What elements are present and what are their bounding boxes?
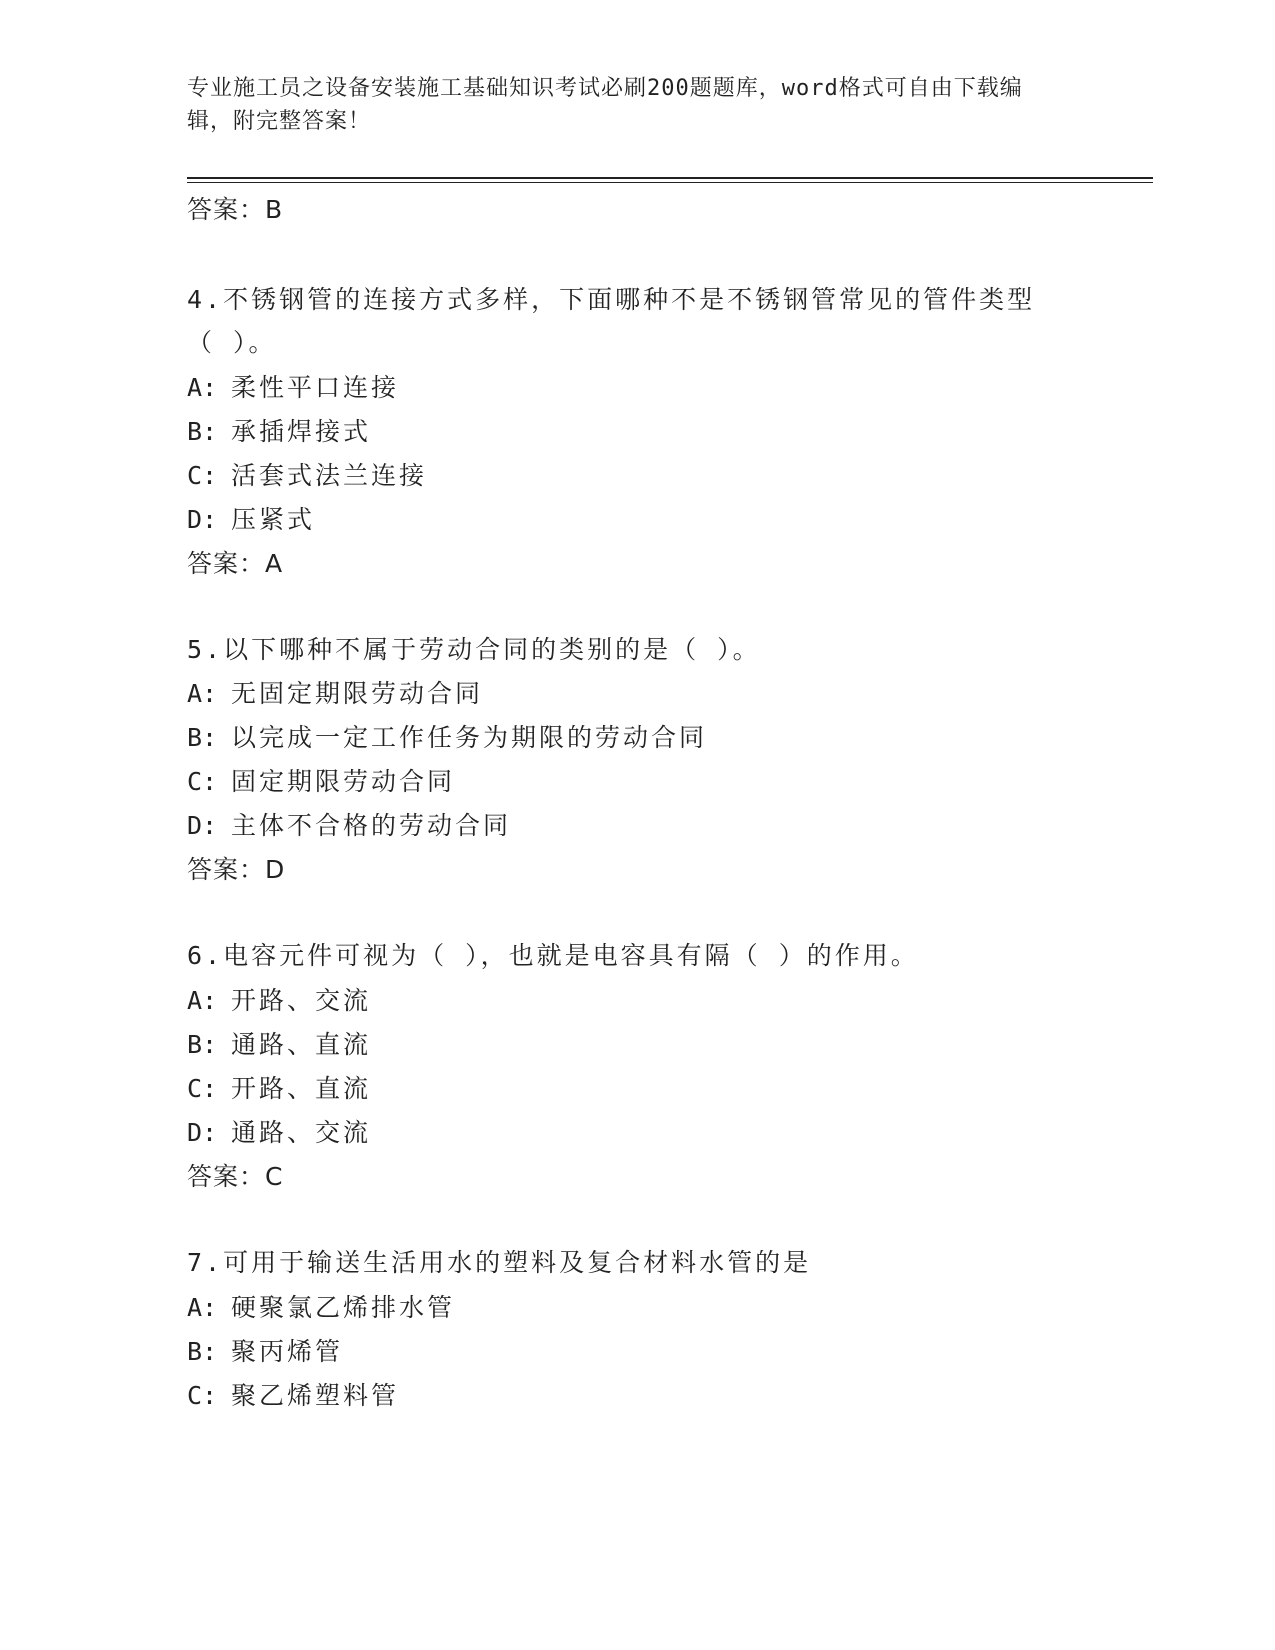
header-rule-thin bbox=[187, 182, 1153, 183]
answer-q5: 答案：D bbox=[187, 855, 286, 884]
option-text: 承插焊接式 bbox=[231, 417, 372, 446]
question-4-stem: 4.不锈钢管的连接方式多样，下面哪种不是不锈钢管常见的管件类型 bbox=[187, 285, 1036, 314]
option-letter: D: bbox=[187, 1118, 218, 1147]
option-text: 开路、直流 bbox=[231, 1074, 372, 1103]
question-7-option-b bbox=[187, 1336, 343, 1368]
question-4-option-a bbox=[187, 372, 399, 404]
question-7-option-c bbox=[187, 1380, 399, 1412]
option-letter: B: bbox=[187, 1030, 218, 1059]
question-4-stem-cont: （ ）。 bbox=[187, 328, 277, 357]
option-letter: B: bbox=[187, 723, 218, 752]
option-letter: C: bbox=[187, 767, 218, 796]
option-text: 硬聚氯乙烯排水管 bbox=[231, 1293, 456, 1322]
option-text: 开路、交流 bbox=[231, 986, 372, 1015]
option-text: 聚丙烯管 bbox=[231, 1337, 344, 1366]
option-letter: D: bbox=[187, 505, 218, 534]
option-letter: B: bbox=[187, 417, 218, 446]
option-letter: A: bbox=[187, 679, 218, 708]
option-text: 固定期限劳动合同 bbox=[231, 767, 456, 796]
question-5-option-c bbox=[187, 766, 455, 798]
question-4-option-c bbox=[187, 460, 427, 492]
option-letter: A: bbox=[187, 986, 218, 1015]
answer-q4: 答案：A bbox=[187, 549, 284, 578]
question-6-option-b bbox=[187, 1029, 371, 1061]
option-text: 主体不合格的劳动合同 bbox=[231, 811, 512, 840]
option-text: 通路、交流 bbox=[231, 1118, 372, 1147]
option-text: 通路、直流 bbox=[231, 1030, 372, 1059]
answer-q3: 答案：B bbox=[187, 195, 284, 224]
option-letter: B: bbox=[187, 1337, 218, 1366]
option-text: 柔性平口连接 bbox=[231, 373, 400, 402]
option-text: 活套式法兰连接 bbox=[231, 461, 428, 490]
question-5-option-a bbox=[187, 678, 483, 710]
option-letter: A: bbox=[187, 1293, 218, 1322]
option-text: 压紧式 bbox=[231, 505, 316, 534]
option-text: 无固定期限劳动合同 bbox=[231, 679, 484, 708]
question-5-option-d bbox=[187, 810, 511, 842]
option-letter: A: bbox=[187, 373, 218, 402]
header-rule-thick bbox=[187, 177, 1153, 179]
question-7-stem: 7.可用于输送生活用水的塑料及复合材料水管的是 bbox=[187, 1248, 812, 1277]
question-4-option-d bbox=[187, 504, 315, 536]
question-7-option-a bbox=[187, 1292, 455, 1324]
option-text: 以完成一定工作任务为期限的劳动合同 bbox=[231, 723, 708, 752]
question-5-stem: 5.以下哪种不属于劳动合同的类别的是（ ）。 bbox=[187, 635, 761, 664]
question-4-option-b bbox=[187, 416, 371, 448]
question-5-option-b bbox=[187, 722, 707, 754]
question-6-stem: 6.电容元件可视为（ ），也就是电容具有隔（ ）的作用。 bbox=[187, 941, 919, 970]
answer-q6: 答案：C bbox=[187, 1162, 284, 1191]
option-letter: C: bbox=[187, 461, 218, 490]
option-letter: D: bbox=[187, 811, 218, 840]
question-6-option-a bbox=[187, 985, 371, 1017]
document-header-title: 专业施工员之设备安装施工基础知识考试必刷200题题库，word格式可自由下载编辑，附完整答案！ bbox=[187, 76, 1023, 134]
option-letter: C: bbox=[187, 1381, 218, 1410]
option-letter: C: bbox=[187, 1074, 218, 1103]
question-6-option-c bbox=[187, 1073, 371, 1105]
option-text: 聚乙烯塑料管 bbox=[231, 1381, 400, 1410]
question-6-option-d bbox=[187, 1117, 371, 1149]
